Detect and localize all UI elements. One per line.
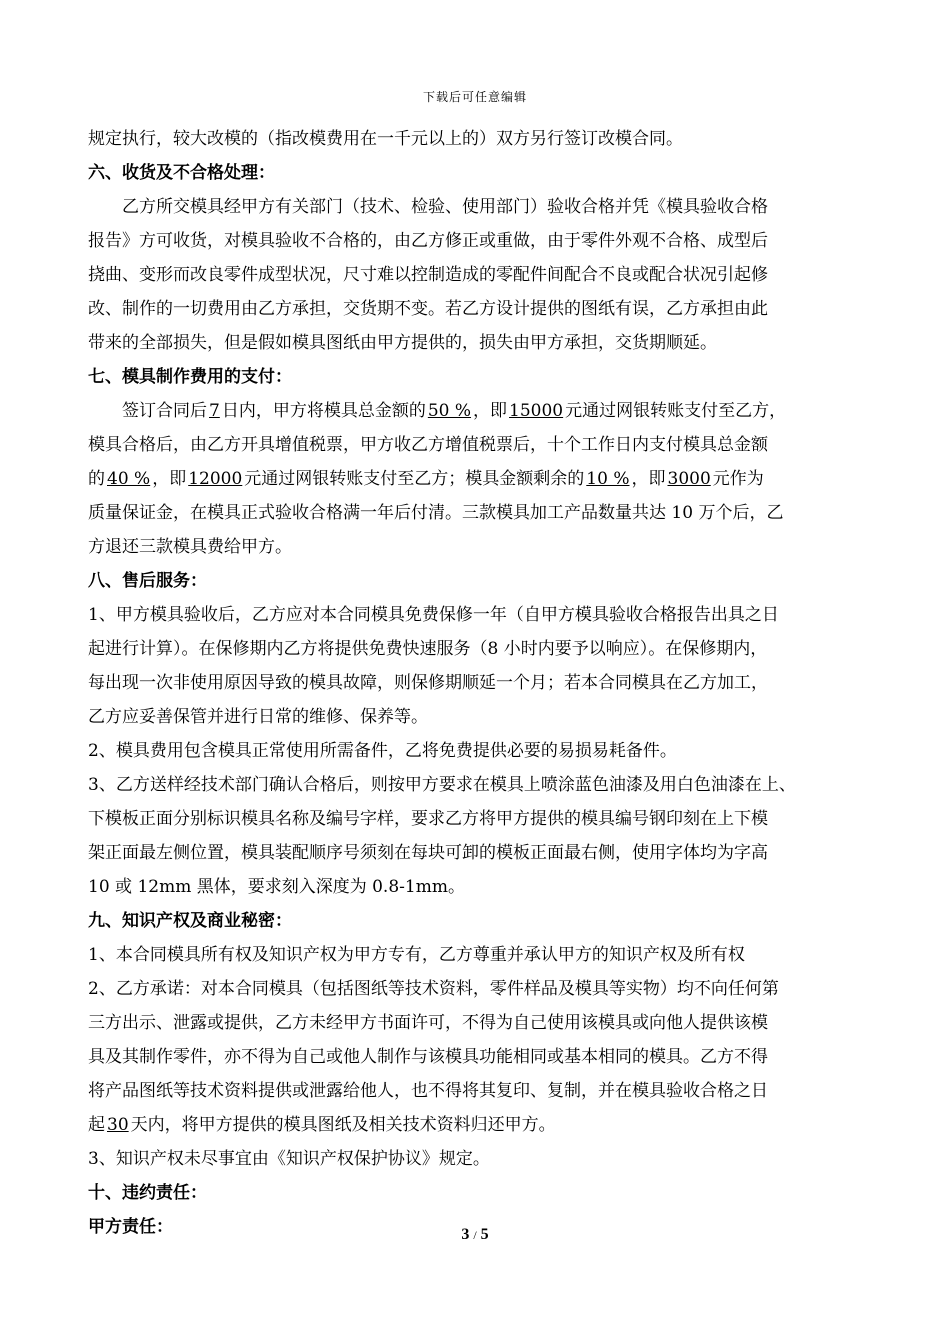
text-segment: 签订合同后 bbox=[122, 401, 207, 421]
text-line: 每出现一次非使用原因导致的模具故障，则保修期顺延一个月；若本合同模具在乙方加工， bbox=[88, 673, 768, 693]
page-header: 下载后可任意编辑 bbox=[422, 90, 527, 104]
text-segment: 的 bbox=[88, 469, 105, 489]
text-line: 3、知识产权未尽事宜由《知识产权保护协议》规定。 bbox=[88, 1149, 490, 1169]
page-number bbox=[0, 1226, 950, 1244]
text-line: 3、乙方送样经技术部门确认合格后，则按甲方要求在模具上喷涂蓝色油漆及用白色油漆在上、 bbox=[88, 775, 796, 795]
text-segment: 元作为 bbox=[712, 469, 764, 489]
payment-line bbox=[88, 462, 878, 496]
text-line: 起进行计算）。在保修期内乙方将提供免费快速服务（8 小时内要予以响应）。在保修期内， bbox=[88, 639, 768, 659]
text-segment: 元通过网银转账支付至乙方， bbox=[565, 401, 787, 421]
text-line: 2、乙方承诺：对本合同模具（包括图纸等技术资料，零件样品及模具等实物）均不向任何第 bbox=[88, 979, 779, 999]
text-line: 规定执行，较大改模的（指改模费用在一千元以上的）双方另行签订改模合同。 bbox=[88, 129, 683, 149]
section-heading: 七、模具制作费用的支付： bbox=[88, 367, 292, 387]
text-line: 质量保证金，在模具正式验收合格满一年后付清。三款模具加工产品数量共达 10 万个后，乙 bbox=[88, 503, 784, 523]
text-segment: 天内，将甲方提供的模具图纸及相关技术资料归还甲方。 bbox=[130, 1115, 556, 1135]
text-line: 具及其制作零件，亦不得为自己或他人制作与该模具功能相同或基本相同的模具。乙方不得 bbox=[88, 1047, 768, 1067]
text-line: 1、本合同模具所有权及知识产权为甲方专有，乙方尊重并承认甲方的知识产权及所有权 bbox=[88, 945, 745, 965]
text-line: 模具合格后，由乙方开具增值税票，甲方收乙方增值税票后，十个工作日内支付模具总金额 bbox=[88, 435, 768, 455]
section-heading: 八、售后服务： bbox=[88, 571, 207, 591]
section-heading: 十、违约责任： bbox=[88, 1183, 207, 1203]
text-line: 10 或 12mm 黑体，要求刻入深度为 0.8-1mm。 bbox=[88, 877, 465, 897]
filled-blank: 30 bbox=[107, 1115, 129, 1135]
text-line: 三方出示、泄露或提供，乙方未经甲方书面许可，不得为自己使用该模具或向他人提供该模 bbox=[88, 1013, 768, 1033]
deadline-line bbox=[88, 1108, 878, 1142]
filled-blank: 12000 bbox=[188, 469, 243, 489]
document-body bbox=[88, 122, 878, 1244]
text-segment: ，即 bbox=[152, 469, 187, 489]
text-line: 乙方应妥善保管并进行日常的维修、保养等。 bbox=[88, 707, 428, 727]
section-heading: 九、知识产权及商业秘密： bbox=[88, 911, 292, 931]
text-line: 架正面最左侧位置，模具装配顺序号须刻在每块可卸的模板正面最右侧，使用字体均为字高 bbox=[88, 843, 768, 863]
text-line: 报告》方可收货，对模具验收不合格的，由乙方修正或重做，由于零件外观不合格、成型后 bbox=[88, 231, 768, 251]
text-segment: 元通过网银转账支付至乙方；模具金额剩余的 bbox=[244, 469, 585, 489]
filled-blank: 10 % bbox=[586, 469, 630, 489]
page-separator: / bbox=[473, 1228, 477, 1242]
filled-blank: 40 % bbox=[107, 469, 151, 489]
filled-blank: 15000 bbox=[509, 401, 564, 421]
text-line: 带来的全部损失，但是假如模具图纸由甲方提供的，损失由甲方承担，交货期顺延。 bbox=[88, 333, 717, 353]
text-line: 下模板正面分别标识模具名称及编号字样，要求乙方将甲方提供的模具编号钢印刻在上下模 bbox=[88, 809, 768, 829]
text-line: 方退还三款模具费给甲方。 bbox=[88, 537, 292, 557]
text-line: 2、模具费用包含模具正常使用所需备件，乙将免费提供必要的易损易耗备件。 bbox=[88, 741, 677, 761]
text-segment: 起 bbox=[88, 1115, 105, 1135]
filled-blank: 7 bbox=[209, 401, 220, 421]
payment-line bbox=[88, 394, 878, 428]
text-segment: ，即 bbox=[631, 469, 666, 489]
text-segment: 日内，甲方将模具总金额的 bbox=[221, 401, 426, 421]
filled-blank: 3000 bbox=[667, 469, 711, 489]
current-page: 3 bbox=[461, 1226, 470, 1243]
filled-blank: 50 % bbox=[427, 401, 472, 421]
text-line: 将产品图纸等技术资料提供或泄露给他人，也不得将其复印、复制，并在模具验收合格之日 bbox=[88, 1081, 768, 1101]
section-heading: 六、收货及不合格处理： bbox=[88, 163, 275, 183]
text-segment: ，即 bbox=[473, 401, 508, 421]
text-line: 乙方所交模具经甲方有关部门（技术、检验、使用部门）验收合格并凭《模具验收合格 bbox=[122, 197, 768, 217]
text-line: 1、甲方模具验收后，乙方应对本合同模具免费保修一年（自甲方模具验收合格报告出具之日 bbox=[88, 605, 779, 625]
text-line: 改、制作的一切费用由乙方承担，交货期不变。若乙方设计提供的图纸有误，乙方承担由此 bbox=[88, 299, 768, 319]
section-heading: 甲方责任： bbox=[88, 1217, 173, 1237]
text-line: 挠曲、变形而改良零件成型状况，尺寸难以控制造成的零配件间配合不良或配合状况引起修 bbox=[88, 265, 768, 285]
total-pages: 5 bbox=[480, 1226, 489, 1243]
